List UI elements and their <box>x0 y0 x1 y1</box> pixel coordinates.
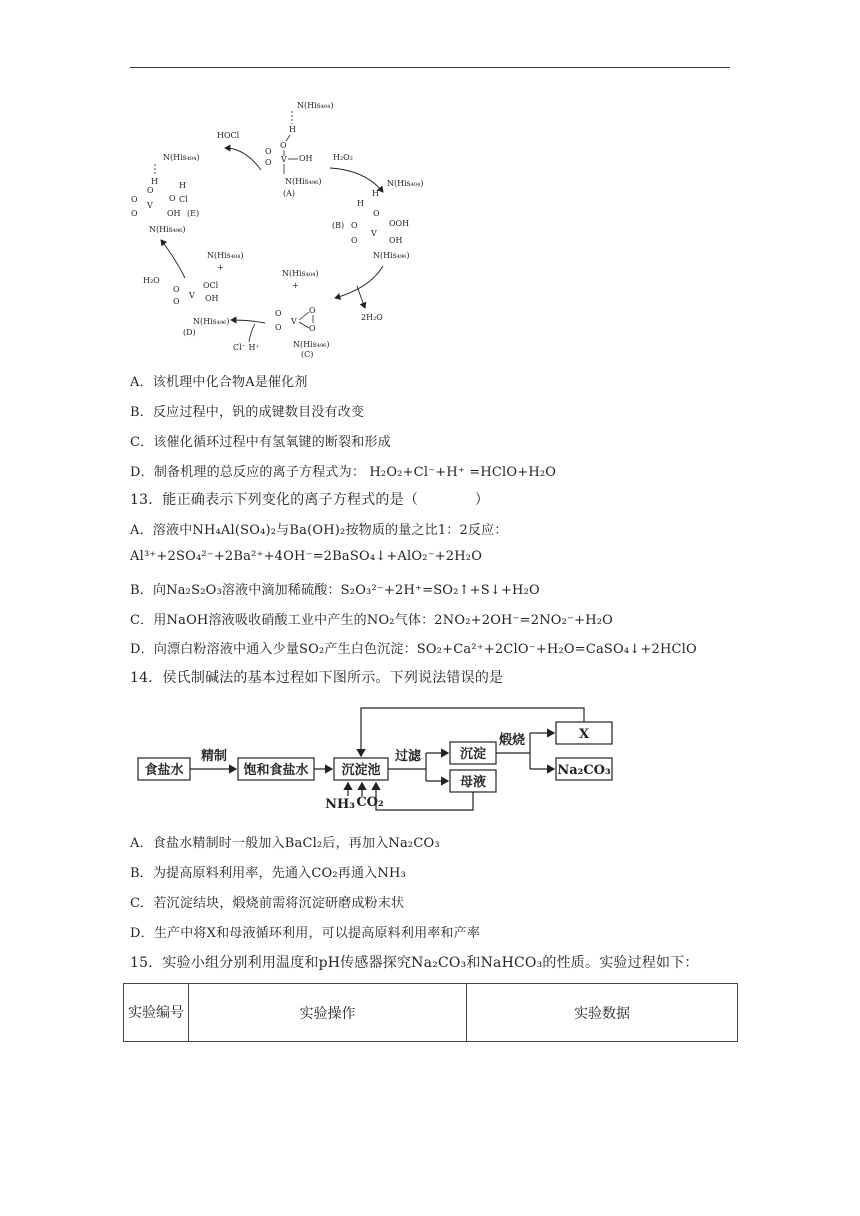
flow-na2co3: Na₂CO₃ <box>557 763 611 778</box>
svg-text:OCl: OCl <box>203 281 219 290</box>
svg-text:OH: OH <box>205 294 219 303</box>
his496-label-b: N(His₄₉₆) <box>373 251 410 260</box>
q13-option-a-equation: Al³⁺+2SO₄²⁻+2Ba²⁺+4OH⁻=2BaSO₄↓+AlO₂⁻+2H₂O <box>130 549 483 564</box>
flow-calcine: 煅烧 <box>498 733 526 748</box>
svg-text:V: V <box>281 155 287 164</box>
svg-text:H: H <box>372 189 379 198</box>
flow-co2: CO₂ <box>356 795 384 810</box>
label-compound-d: (D) <box>183 328 196 337</box>
plus-sign-mid: + <box>292 281 299 290</box>
label-compound-e: (E) <box>187 209 200 218</box>
svg-text:O: O <box>309 306 316 315</box>
svg-text:O: O <box>351 221 358 230</box>
h2o-label: H₂O <box>143 276 160 285</box>
svg-text:H: H <box>289 125 296 134</box>
his496-label-a: N(His₄₉₆) <box>285 177 322 186</box>
flow-saturated-brine: 饱和食盐水 <box>243 763 309 778</box>
svg-text:OOH: OOH <box>389 219 410 228</box>
svg-text:Cl: Cl <box>179 195 188 204</box>
experiment-table <box>123 983 738 1042</box>
label-compound-b: (B) <box>332 221 345 230</box>
svg-text:O: O <box>351 236 358 245</box>
svg-text:O: O <box>173 285 180 294</box>
q14-option-b: B．为提高原料利用率，先通入CO₂再通入NH₃ <box>130 866 406 881</box>
svg-text:O: O <box>147 186 154 195</box>
svg-text:V: V <box>189 291 195 300</box>
q13-stem: 13．能正确表示下列变化的离子方程式的是（ ） <box>130 492 490 508</box>
svg-text:O: O <box>265 158 272 167</box>
header-rule <box>130 67 730 68</box>
svg-text:O: O <box>131 195 138 204</box>
svg-text:O: O <box>280 141 287 150</box>
svg-text:O: O <box>131 209 138 218</box>
q13-option-d: D．向漂白粉溶液中通入少量SO₂产生白色沉淀：SO₂+Ca²⁺+2ClO⁻+H₂O=CaSO₄↓+2HClO <box>130 642 697 657</box>
flow-precipitation-tank: 沉淀池 <box>341 763 381 778</box>
q14-option-d: D．生产中将X和母液循环利用，可以提高原料利用率和产率 <box>130 926 481 941</box>
flow-precipitate: 沉淀 <box>459 747 487 762</box>
header-experiment-operation: 实验操作 <box>189 984 467 1042</box>
svg-text:O: O <box>265 147 272 156</box>
q15-stem: 15．实验小组分别利用温度和pH传感器探究Na₂CO₃和NaHCO₃的性质。实验过程如下： <box>130 955 699 971</box>
cl-h-label: Cl⁻ H⁺ <box>233 343 260 352</box>
flow-x: X <box>578 727 590 742</box>
his404-label-d: N(His₄₀₄) <box>207 251 244 260</box>
flow-refine: 精制 <box>200 749 228 764</box>
svg-text:H: H <box>357 199 364 208</box>
q12-option-b: B．反应过程中，钒的成键数目没有改变 <box>130 405 365 420</box>
q13-option-c: C．用NaOH溶液吸收硝酸工业中产生的NO₂气体：2NO₂+2OH⁻=2NO₂⁻+H₂O <box>130 613 614 628</box>
q12-option-c: C．该催化循环过程中有氢氧键的断裂和形成 <box>130 435 391 450</box>
q14-option-c: C．若沉淀结块，煅烧前需将沉淀研磨成粉末状 <box>130 896 405 911</box>
header-experiment-data: 实验数据 <box>467 984 738 1042</box>
svg-text:V: V <box>147 201 153 210</box>
catalytic-cycle-diagram <box>125 98 455 360</box>
svg-text:O: O <box>275 309 282 318</box>
svg-text:O: O <box>169 194 176 203</box>
svg-text:OH: OH <box>299 154 313 163</box>
svg-text:H: H <box>151 177 158 186</box>
svg-text:V: V <box>291 317 297 326</box>
flow-brine: 食盐水 <box>144 763 184 778</box>
hocl-label: HOCl <box>217 131 240 140</box>
h2o2-label: H₂O₂ <box>333 153 353 162</box>
plus-sign-left: + <box>217 263 224 272</box>
svg-text:O: O <box>275 323 282 332</box>
svg-text:O: O <box>173 297 180 306</box>
q14-stem: 14．侯氏制碱法的基本过程如下图所示。下列说法错误的是 <box>130 670 504 686</box>
q13-option-b: B．向Na₂S₂O₃溶液中滴加稀硫酸：S₂O₃²⁻+2H⁺=SO₂↑+S↓+H₂O <box>130 583 540 598</box>
his404-label-a: N(His₄₀₄) <box>297 101 334 110</box>
header-experiment-number: 实验编号 <box>124 984 189 1042</box>
his496-label-e: N(His₄₉₆) <box>149 225 186 234</box>
two-h2o-label: 2H₂O <box>361 313 383 322</box>
hou-process-flowchart <box>130 700 620 820</box>
svg-text:O: O <box>373 209 380 218</box>
svg-text:H: H <box>179 181 186 190</box>
his404-label-mid: N(His₄₀₄) <box>282 269 319 278</box>
flow-nh3: NH₃ <box>325 797 355 812</box>
flow-mother-liquor: 母液 <box>459 775 487 790</box>
svg-text:OH: OH <box>167 209 181 218</box>
experiment-table-header-row <box>124 984 738 1042</box>
his404-label-b: N(His₄₀₄) <box>387 179 424 188</box>
svg-text:V: V <box>371 229 377 238</box>
q12-option-d <box>130 461 556 480</box>
flow-filter: 过滤 <box>394 749 422 764</box>
his496-label-c: N(His₄₉₆) <box>293 340 330 349</box>
q12-option-d-equation: H₂O₂+Cl⁻+H⁺ =HClO+H₂O <box>369 465 557 480</box>
q12-option-a: A．该机理中化合物A是催化剂 <box>130 375 308 390</box>
his496-label-d: N(His₄₉₆) <box>193 317 230 326</box>
svg-text:OH: OH <box>389 236 403 245</box>
his404-label-e: N(His₄₀₄) <box>163 153 200 162</box>
q13-option-a: A．溶液中NH₄Al(SO₄)₂与Ba(OH)₂按物质的量之比1：2反应： <box>130 523 508 538</box>
q12-option-d-prefix: D．制备机理的总反应的离子方程式为： <box>130 465 366 480</box>
label-compound-c: (C) <box>301 350 314 359</box>
svg-text:O: O <box>309 324 316 333</box>
label-compound-a: (A) <box>283 189 296 198</box>
q14-option-a: A．食盐水精制时一般加入BaCl₂后，再加入Na₂CO₃ <box>130 836 440 851</box>
